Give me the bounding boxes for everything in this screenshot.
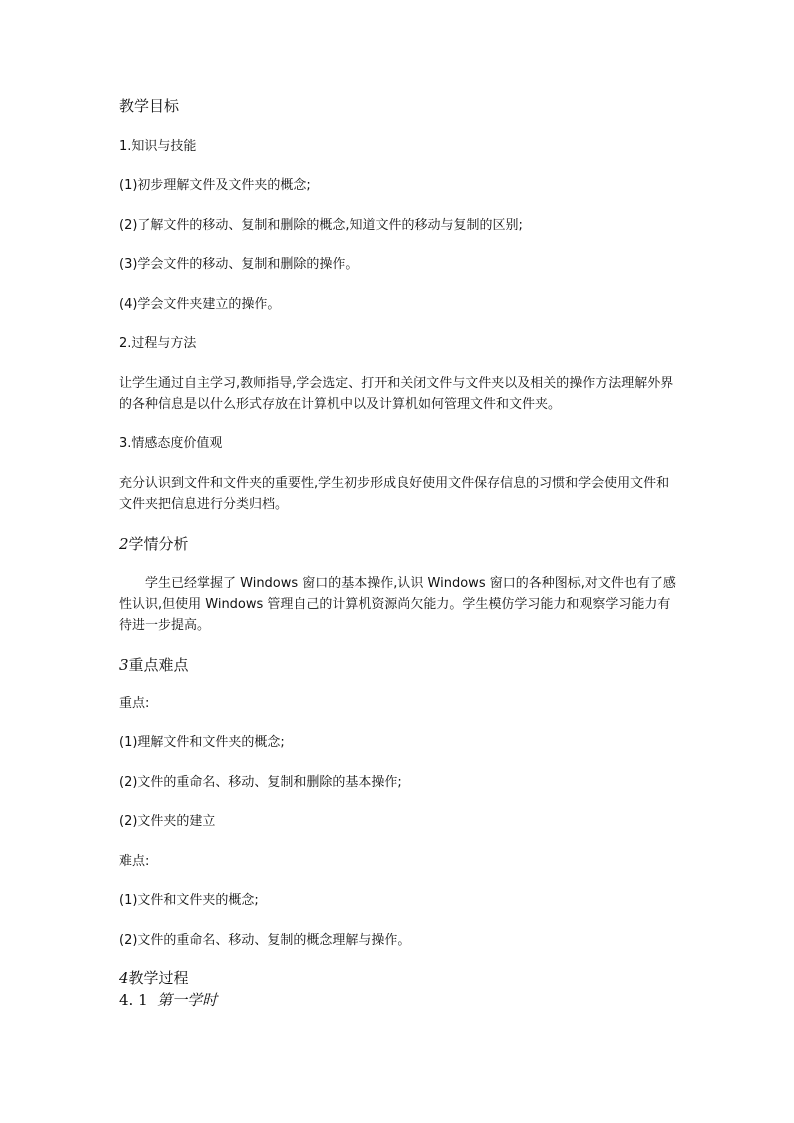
list-item: (4)学会文件夹建立的操作。 — [119, 297, 281, 312]
list-item: (1)理解文件和文件夹的概念; — [119, 735, 285, 750]
list-item: (2)文件夹的建立 — [119, 814, 216, 829]
list-item: (2)文件的重命名、移动、复制和删除的基本操作; — [119, 775, 402, 790]
subsection-number: 4. 1 — [119, 991, 148, 1009]
list-item: (3)学会文件的移动、复制和删除的操作。 — [119, 257, 359, 272]
section-number: 2 — [119, 535, 129, 553]
subheading-attitude-values: 3.情感态度价值观 — [119, 436, 223, 451]
paragraph-attitude-values: 充分认识到文件和文件夹的重要性,学生初步形成良好使用文件保存信息的习惯和学会使用文件和文件夹把信息进行分类归档。 — [119, 476, 670, 512]
paragraph-student-analysis: 学生已经掌握了 Windows 窗口的基本操作,认识 Windows 窗口的各种图标,对文件也有了感性认识,但使用 Windows 管理自己的计算机资源尚欠能力。学生模仿学习能力和观察学习能力有待进一步提高。 — [119, 576, 676, 633]
section-number: 4 — [119, 969, 129, 987]
section-title: 学情分析 — [128, 535, 189, 553]
section-heading-key-difficult — [119, 655, 189, 675]
section-number: 3 — [119, 656, 129, 674]
list-item: (1)初步理解文件及文件夹的概念; — [119, 178, 311, 193]
list-item: (1)文件和文件夹的概念; — [119, 893, 259, 908]
subheading-process-method: 2.过程与方法 — [119, 336, 197, 351]
section-heading-teaching-process — [119, 968, 189, 988]
label-difficult-points: 难点: — [119, 854, 150, 869]
subheading-knowledge-skills: 1.知识与技能 — [119, 139, 197, 154]
section-title: 重点难点 — [128, 656, 189, 674]
section-heading-student-analysis — [119, 534, 189, 554]
list-item: (2)了解文件的移动、复制和删除的概念,知道文件的移动与复制的区别; — [119, 218, 523, 233]
subsection-title: 第一学时 — [157, 991, 218, 1009]
heading-teaching-goals: 教学目标 — [119, 97, 180, 115]
list-item: (2)文件的重命名、移动、复制的概念理解与操作。 — [119, 933, 411, 948]
section-title: 教学过程 — [128, 969, 189, 987]
label-key-points: 重点: — [119, 696, 150, 711]
subsection-heading-first-lesson — [119, 990, 217, 1010]
paragraph-process-method: 让学生通过自主学习,教师指导,学会选定、打开和关闭文件与文件夹以及相关的操作方法理解外界的各种信息是以什么形式存放在计算机中以及计算机如何管理文件和文件夹。 — [119, 376, 674, 412]
